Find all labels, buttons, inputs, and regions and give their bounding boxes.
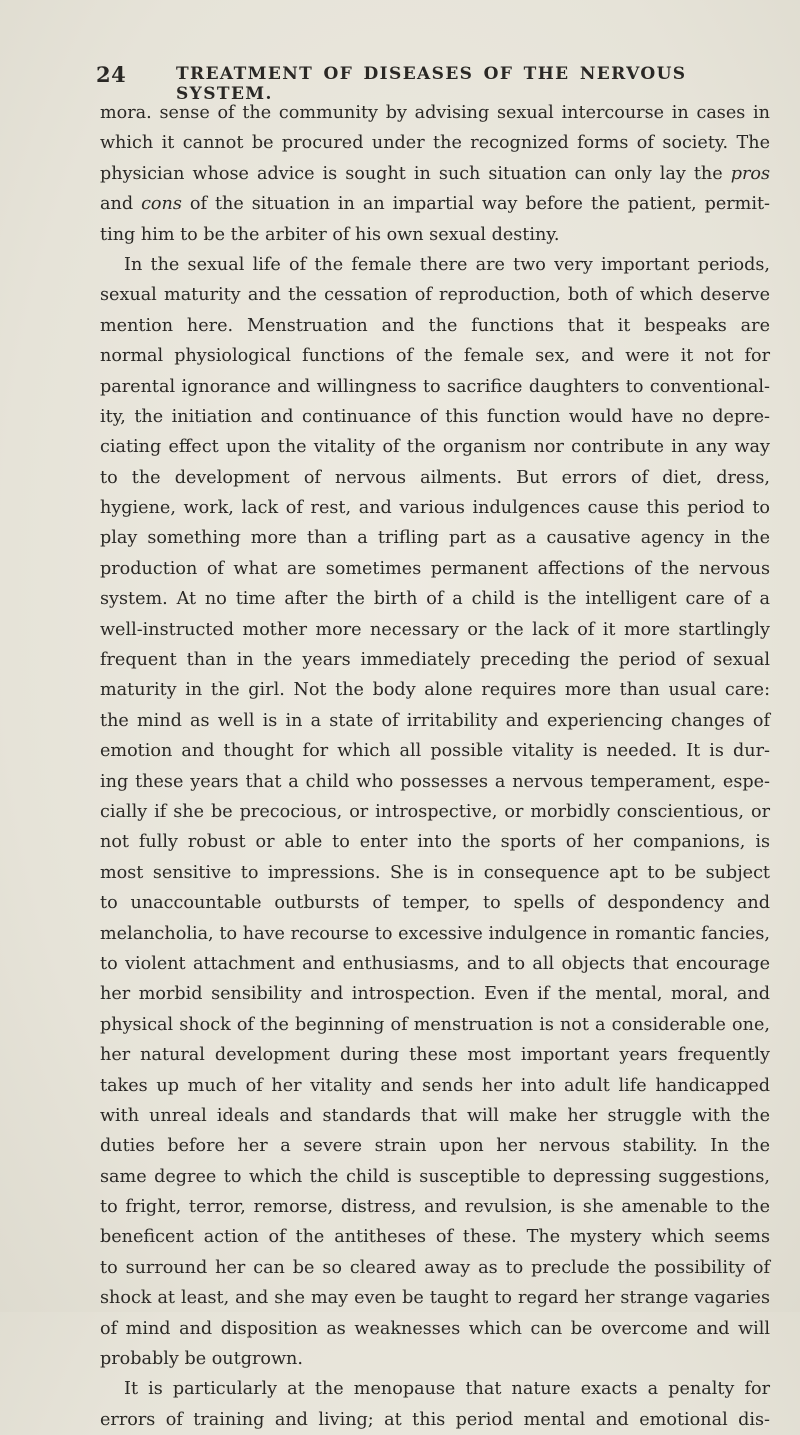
- page-header: [96, 62, 772, 104]
- text-line: probably be outgrown.: [100, 1349, 303, 1370]
- text-line: emotion and thought for which all possible vitality is needed. It is dur-: [100, 741, 770, 762]
- italic-term-cons: cons: [141, 194, 182, 215]
- text-line: to the development of nervous ailments. But errors of diet, dress,: [100, 467, 770, 488]
- text-line: cially if she be precocious, or introspective, or morbidly conscientious, or: [100, 801, 770, 822]
- text-line: most sensitive to impressions. She is in consequence apt to be subject: [100, 862, 770, 883]
- text-line: normal physiological functions of the female sex, and were it not for: [100, 346, 770, 367]
- text-line: ing these years that a child who possesses a nervous temperament, espe-: [100, 771, 770, 792]
- paragraph-3: [100, 1374, 770, 1435]
- text-line: In the sexual life of the female there are two very important periods,: [124, 254, 770, 275]
- text-line: with unreal ideals and standards that will make her struggle with the: [100, 1105, 770, 1126]
- text-line: mention here. Menstruation and the functions that it bespeaks are: [100, 315, 770, 336]
- text-line: production of what are sometimes permanent affections of the nervous: [100, 558, 770, 579]
- text-line: to fright, terror, remorse, distress, and revulsion, is she amenable to the: [100, 1197, 770, 1218]
- text-span: of the situation in an impartial way before the patient, permit-: [181, 194, 770, 215]
- text-line: [100, 189, 770, 219]
- text-line: which it cannot be procured under the recognized forms of society. The: [100, 133, 770, 154]
- text-line: her morbid sensibility and introspection. Even if the mental, moral, and: [100, 984, 770, 1005]
- body-text: [100, 98, 770, 1435]
- text-line: to violent attachment and enthusiasms, and to all objects that encourage: [100, 953, 770, 974]
- text-line: the mind as well is in a state of irritability and experiencing changes of: [100, 710, 770, 731]
- text-line: parental ignorance and willingness to sacrifice daughters to conventional-: [100, 376, 770, 397]
- text-line: It is particularly at the menopause that nature exacts a penalty for: [124, 1379, 770, 1400]
- text-line: melancholia, to have recourse to excessive indulgence in romantic fancies,: [100, 923, 770, 944]
- text-line: well-instructed mother more necessary or the lack of it more startlingly: [100, 619, 770, 640]
- paragraph-2: [100, 250, 770, 1374]
- text-line: sexual maturity and the cessation of reproduction, both of which deserve: [100, 285, 770, 306]
- text-line: mora. sense of the community by advising sexual intercourse in cases in: [100, 103, 770, 123]
- text-span: and: [100, 194, 142, 215]
- text-line: play something more than a trifling part as a causative agency in the: [100, 528, 770, 549]
- page-number: 24: [96, 62, 127, 87]
- text-line: errors of training and living; at this period mental and emotional dis-: [100, 1409, 770, 1430]
- text-line: takes up much of her vitality and sends her into adult life handicapped: [100, 1075, 770, 1096]
- text-line: system. At no time after the birth of a child is the intelligent care of a: [100, 589, 770, 610]
- running-title: TREATMENT OF DISEASES OF THE NERVOUS SYSTEM.: [176, 64, 687, 104]
- text-line: beneficent action of the antitheses of these. The mystery which seems: [100, 1227, 770, 1248]
- italic-term-pros: pros: [730, 163, 770, 184]
- paragraph-1: [100, 98, 770, 250]
- text-line: not fully robust or able to enter into the sports of her companions, is: [100, 832, 770, 853]
- text-line: duties before her a severe strain upon her nervous stability. In the: [100, 1136, 770, 1157]
- text-line: [100, 159, 770, 189]
- text-line: ciating effect upon the vitality of the organism nor contribute in any way: [100, 437, 770, 458]
- text-line: same degree to which the child is susceptible to depressing suggestions,: [100, 1166, 770, 1187]
- text-line: frequent than in the years immediately preceding the period of sexual: [100, 650, 770, 671]
- text-line: shock at least, and she may even be taught to regard her strange vagaries: [100, 1288, 770, 1309]
- text-line: ity, the initiation and continuance of this function would have no depre-: [100, 406, 770, 427]
- text-line: ting him to be the arbiter of his own sexual destiny.: [100, 224, 560, 245]
- text-span: physician whose advice is sought in such situation can only lay the: [100, 163, 731, 184]
- text-line: her natural development during these most important years frequently: [100, 1045, 770, 1066]
- text-line: of mind and disposition as weaknesses which can be overcome and will: [100, 1318, 770, 1339]
- text-line: maturity in the girl. Not the body alone requires more than usual care:: [100, 680, 770, 701]
- text-line: hygiene, work, lack of rest, and various indulgences cause this period to: [100, 498, 770, 519]
- text-line: to unaccountable outbursts of temper, to spells of despondency and: [100, 893, 770, 914]
- text-line: physical shock of the beginning of menstruation is not a considerable one,: [100, 1014, 770, 1035]
- text-line: to surround her can be so cleared away as to preclude the possibility of: [100, 1257, 770, 1278]
